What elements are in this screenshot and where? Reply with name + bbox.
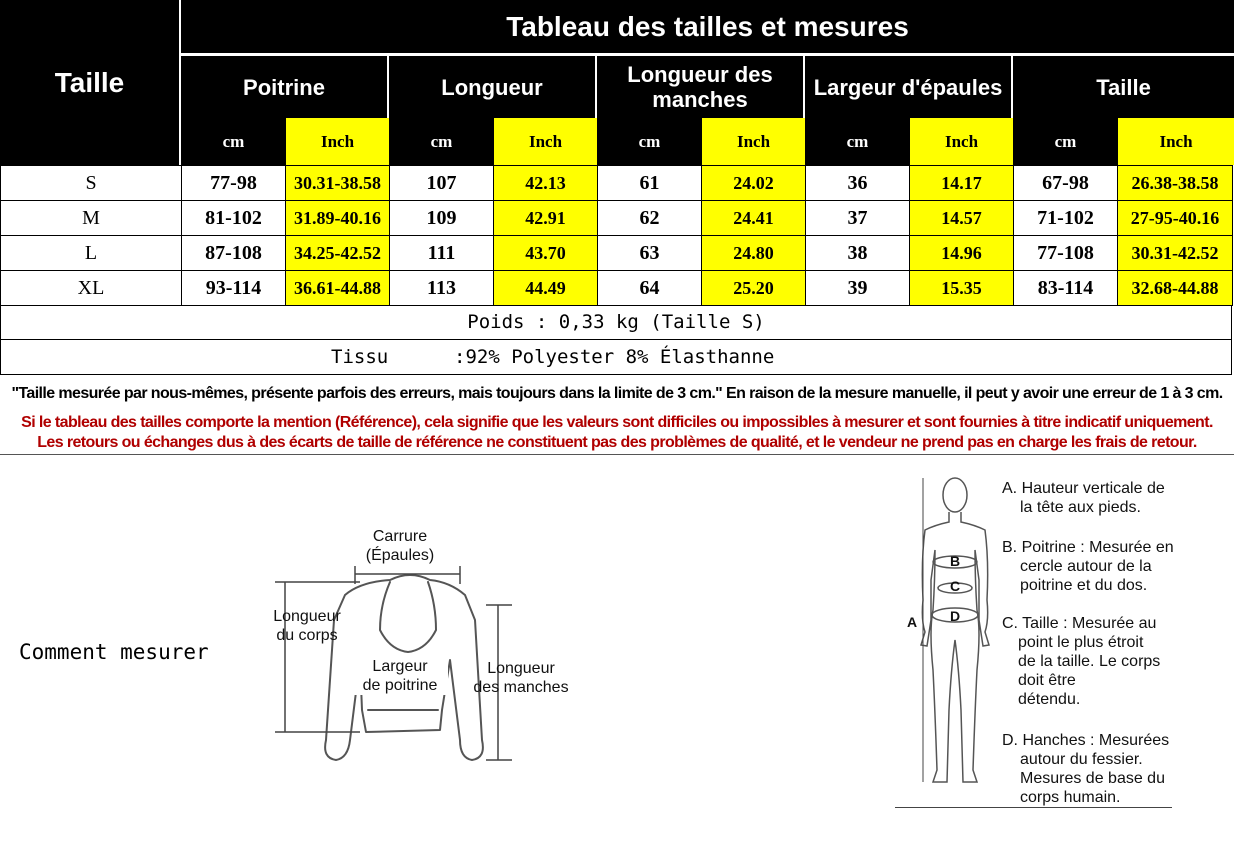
inch-cell: 26.38-38.58 <box>1118 166 1233 201</box>
inch-cell: 14.57 <box>910 201 1014 236</box>
cm-cell: 107 <box>390 166 494 201</box>
cm-cell: 38 <box>806 236 910 271</box>
label-shoulder-line1: Carrure <box>372 528 428 545</box>
unit-inch: Inch <box>909 118 1013 165</box>
legend-b-line1: B. Poitrine : Mesurée en <box>1002 539 1174 556</box>
label-body-length-line2: du corps <box>276 627 338 644</box>
legend-d-line2: autour du fessier. <box>1020 751 1143 768</box>
chart-title: Tableau des tailles et mesures <box>181 0 1234 53</box>
inch-cell: 14.96 <box>910 236 1014 271</box>
divider <box>0 454 1234 455</box>
legend-d <box>1002 731 1169 807</box>
unit-inch: Inch <box>701 118 805 165</box>
how-to-measure-label: Comment mesurer <box>19 640 209 664</box>
size-cell: M <box>1 201 182 236</box>
label-body-length-line1: Longueur <box>273 608 341 625</box>
table-row <box>1 271 1233 306</box>
inch-cell: 44.49 <box>494 271 598 306</box>
table-row <box>1 166 1233 201</box>
unit-inch: Inch <box>285 118 389 165</box>
cm-cell: 109 <box>390 201 494 236</box>
cm-cell: 39 <box>806 271 910 306</box>
label-sleeve-length-line1: Longueur <box>487 660 555 677</box>
inch-cell: 42.13 <box>494 166 598 201</box>
legend-d-line3: Mesures de base du <box>1020 770 1165 787</box>
cm-cell: 77-98 <box>182 166 286 201</box>
legend-b <box>1002 538 1174 595</box>
fabric-label: Tissu <box>331 346 389 368</box>
inch-cell: 24.02 <box>702 166 806 201</box>
group-poitrine: Poitrine <box>181 56 387 118</box>
measurement-note: "Taille mesurée par nous-mêmes, présente parfois des erreurs, mais toujours dans la limite de 3 cm." En raison de la mesure manuelle, il peut y avoir une erreur de 1 à 3 cm. <box>11 385 1223 402</box>
inch-cell: 25.20 <box>702 271 806 306</box>
cm-cell: 111 <box>390 236 494 271</box>
letter-c: C <box>950 578 961 594</box>
legend-c <box>1002 614 1160 709</box>
size-cell: S <box>1 166 182 201</box>
cm-cell: 36 <box>806 166 910 201</box>
legend-c-line4: doit être <box>1018 672 1076 689</box>
inch-cell: 24.41 <box>702 201 806 236</box>
inch-cell: 34.25-42.52 <box>286 236 390 271</box>
cm-cell: 93-114 <box>182 271 286 306</box>
body-figure <box>895 470 1005 810</box>
unit-cm: cm <box>805 118 909 165</box>
unit-cm: cm <box>597 118 701 165</box>
inch-cell: 14.17 <box>910 166 1014 201</box>
inch-cell: 30.31-38.58 <box>286 166 390 201</box>
cm-cell: 77-108 <box>1014 236 1118 271</box>
weight-text: Poids : 0,33 kg (Taille S) <box>467 311 765 333</box>
legend-c-line5: détendu. <box>1018 691 1081 708</box>
label-chest-width-line2: de poitrine <box>362 677 438 694</box>
legend-c-line2: point le plus étroit <box>1018 634 1144 651</box>
reference-warning: Si le tableau des tailles comporte la mention (Référence), cela signifie que les valeurs sont difficiles ou impossibles à mesurer et sont fournies à titre indicatif uniquement. <box>21 414 1213 431</box>
inch-cell: 43.70 <box>494 236 598 271</box>
size-cell: L <box>1 236 182 271</box>
size-table <box>0 165 1233 306</box>
cm-cell: 67-98 <box>1014 166 1118 201</box>
letter-a: A <box>907 614 918 630</box>
inch-cell: 30.31-42.52 <box>1118 236 1233 271</box>
inch-cell: 31.89-40.16 <box>286 201 390 236</box>
table-row <box>1 201 1233 236</box>
letter-b: B <box>950 553 961 569</box>
table-row <box>1 236 1233 271</box>
weight-line <box>0 305 1232 340</box>
group-taille: Taille <box>1013 56 1234 118</box>
cm-cell: 37 <box>806 201 910 236</box>
group-longueur-manches: Longueur des manches <box>597 56 803 118</box>
label-chest-width-line1: Largeur <box>372 658 428 675</box>
letter-d: D <box>950 608 961 624</box>
label-shoulder <box>340 527 460 565</box>
label-sleeve-length <box>466 659 576 697</box>
unit-cm: cm <box>1013 118 1117 165</box>
legend-d-line1: D. Hanches : Mesurées <box>1002 732 1170 749</box>
unit-cm: cm <box>389 118 493 165</box>
inch-cell: 36.61-44.88 <box>286 271 390 306</box>
size-cell: XL <box>1 271 182 306</box>
unit-inch: Inch <box>1117 118 1234 165</box>
inch-cell: 42.91 <box>494 201 598 236</box>
cm-cell: 62 <box>598 201 702 236</box>
inch-cell: 32.68-44.88 <box>1118 271 1233 306</box>
cm-cell: 87-108 <box>182 236 286 271</box>
cm-cell: 81-102 <box>182 201 286 236</box>
legend-a-line1: A. Hauteur verticale de <box>1002 480 1165 497</box>
fabric-line <box>0 340 1232 375</box>
cm-cell: 63 <box>598 236 702 271</box>
inch-cell: 24.80 <box>702 236 806 271</box>
group-longueur: Longueur <box>389 56 595 118</box>
cm-cell: 61 <box>598 166 702 201</box>
inch-cell: 15.35 <box>910 271 1014 306</box>
unit-inch: Inch <box>493 118 597 165</box>
label-chest-width <box>352 657 448 695</box>
cm-cell: 83-114 <box>1014 271 1118 306</box>
label-shoulder-line2: (Épaules) <box>365 547 435 564</box>
fabric-value: :92% Polyester 8% Élasthanne <box>454 346 775 368</box>
ground-line <box>895 807 1172 808</box>
group-largeur-epaules: Largeur d'épaules <box>805 56 1011 118</box>
legend-a-line2: la tête aux pieds. <box>1020 499 1141 516</box>
size-header: Taille <box>0 0 179 165</box>
cm-cell: 71-102 <box>1014 201 1118 236</box>
inch-cell: 27-95-40.16 <box>1118 201 1233 236</box>
legend-a <box>1002 479 1165 517</box>
legend-d-line4: corps humain. <box>1020 789 1121 806</box>
legend-b-line3: poitrine et du dos. <box>1020 577 1148 594</box>
cm-cell: 64 <box>598 271 702 306</box>
legend-c-line1: C. Taille : Mesurée au <box>1002 615 1157 632</box>
unit-cm: cm <box>181 118 285 165</box>
legend-c-line3: de la taille. Le corps <box>1018 653 1161 670</box>
legend-b-line2: cercle autour de la <box>1020 558 1152 575</box>
return-warning: Les retours ou échanges dus à des écarts de taille de référence ne constituent pas des problèmes de qualité, et le vendeur ne prend pas en charge les frais de retour. <box>37 434 1197 451</box>
label-body-length <box>262 607 352 645</box>
cm-cell: 113 <box>390 271 494 306</box>
label-sleeve-length-line2: des manches <box>473 679 569 696</box>
